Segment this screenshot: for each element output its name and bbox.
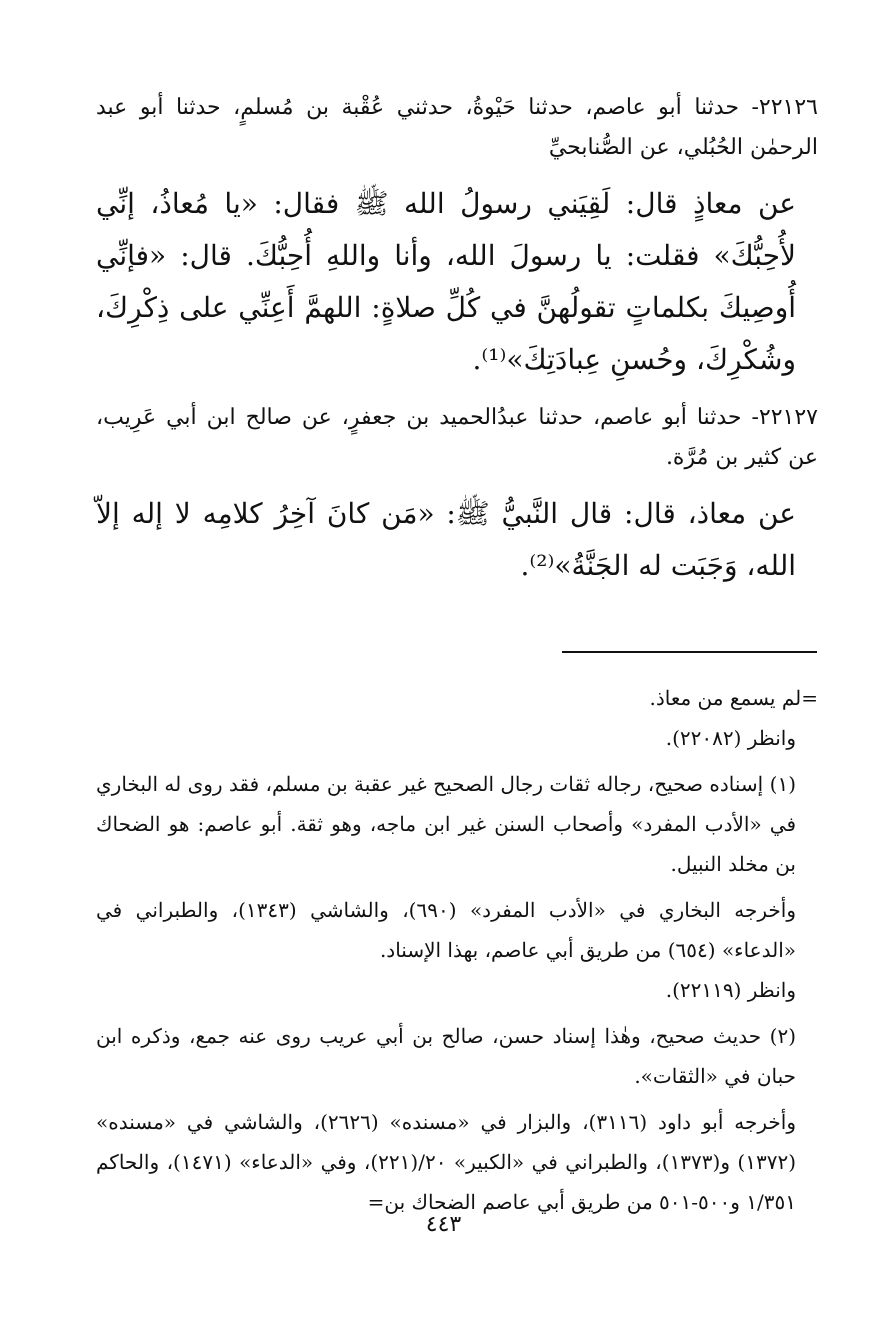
- footnote-1-sources: وأخرجه البخاري في «الأدب المفرد» (٦٩٠)، والشاشي (١٣٤٣)، والطبراني في «الدعاء» (٦٥٤) من طريق أبي عاصم، بهذا الإسناد.: [96, 898, 797, 962]
- footnote-2-sources: وأخرجه أبو داود (٣١١٦)، والبزار في «مسنده» (٢٦٢٦)، والشاشي في «مسنده» (١٣٧٢) و(١٣٧٣)، والطبراني في «الكبير» ٢٠/(٢٢١)، وفي «الدعاء» (١٤٧١)، والحاكم ١/٣٥١ و٥٠٠-٥٠١ من طريق أبي عاصم الضحاك بن=: [96, 1110, 797, 1214]
- main-text: [96, 88, 818, 604]
- hadith-22126-isnad: ٢٢١٢٦- حدثنا أبو عاصم، حدثنا حَيْوةُ، حدثني عُقْبة بن مُسلمٍ، حدثنا أبو عبد الرحمٰن الحُبُلي، عن الصُّنابحيِّ: [96, 95, 818, 160]
- footnote-see-also: وانظر (٢٢٠٨٢).: [665, 726, 796, 750]
- footnote-1-see-also: وانظر (٢٢١١٩).: [665, 978, 796, 1002]
- footnote-divider: [562, 651, 817, 653]
- footnotes: [96, 678, 818, 1222]
- page-number: ٤٤٣: [425, 1212, 462, 1237]
- footnote-continuation: =لم يسمع من معاذ.: [649, 686, 818, 710]
- hadith-22127-matn: عن معاذ، قال: قال النَّبيُّ ﷺ: «مَن كانَ آخِرُ كلامِه لا إله إلاّ الله، وَجَبَت له الجَنَّةُ»⁽²⁾.: [96, 497, 796, 582]
- hadith-22126-matn: عن معاذٍ قال: لَقِيَني رسولُ الله ﷺ فقال: «يا مُعاذُ، إنِّي لأُحِبُّكَ» فقلت: يا رسولَ الله، وأنا واللهِ أُحِبُّكَ. قال: «فإنِّي أُوصِيكَ بكلماتٍ تقولُهنَّ في كُلِّ صلاةٍ: اللهمَّ أَعِنِّي على ذِكْرِكَ، وشُكْرِكَ، وحُسنِ عِبادَتِكَ»⁽¹⁾.: [96, 187, 796, 376]
- footnote-1-grading: (١) إسناده صحيح، رجاله ثقات رجال الصحيح غير عقبة بن مسلم، فقد روى له البخاري في «الأدب المفرد» وأصحاب السنن غير ابن ماجه، وهو ثقة. أبو عاصم: هو الضحاك بن مخلد النبيل.: [96, 772, 797, 876]
- hadith-22127-isnad: ٢٢١٢٧- حدثنا أبو عاصم، حدثنا عبدُالحميد بن جعفرٍ، عن صالح ابن أبي عَرِيب، عن كثير بن مُرَّة.: [96, 405, 818, 470]
- footnote-2-grading: (٢) حديث صحيح، وهٰذا إسناد حسن، صالح بن أبي عريب روى عنه جمع، وذكره ابن حبان في «الثقات».: [96, 1024, 796, 1088]
